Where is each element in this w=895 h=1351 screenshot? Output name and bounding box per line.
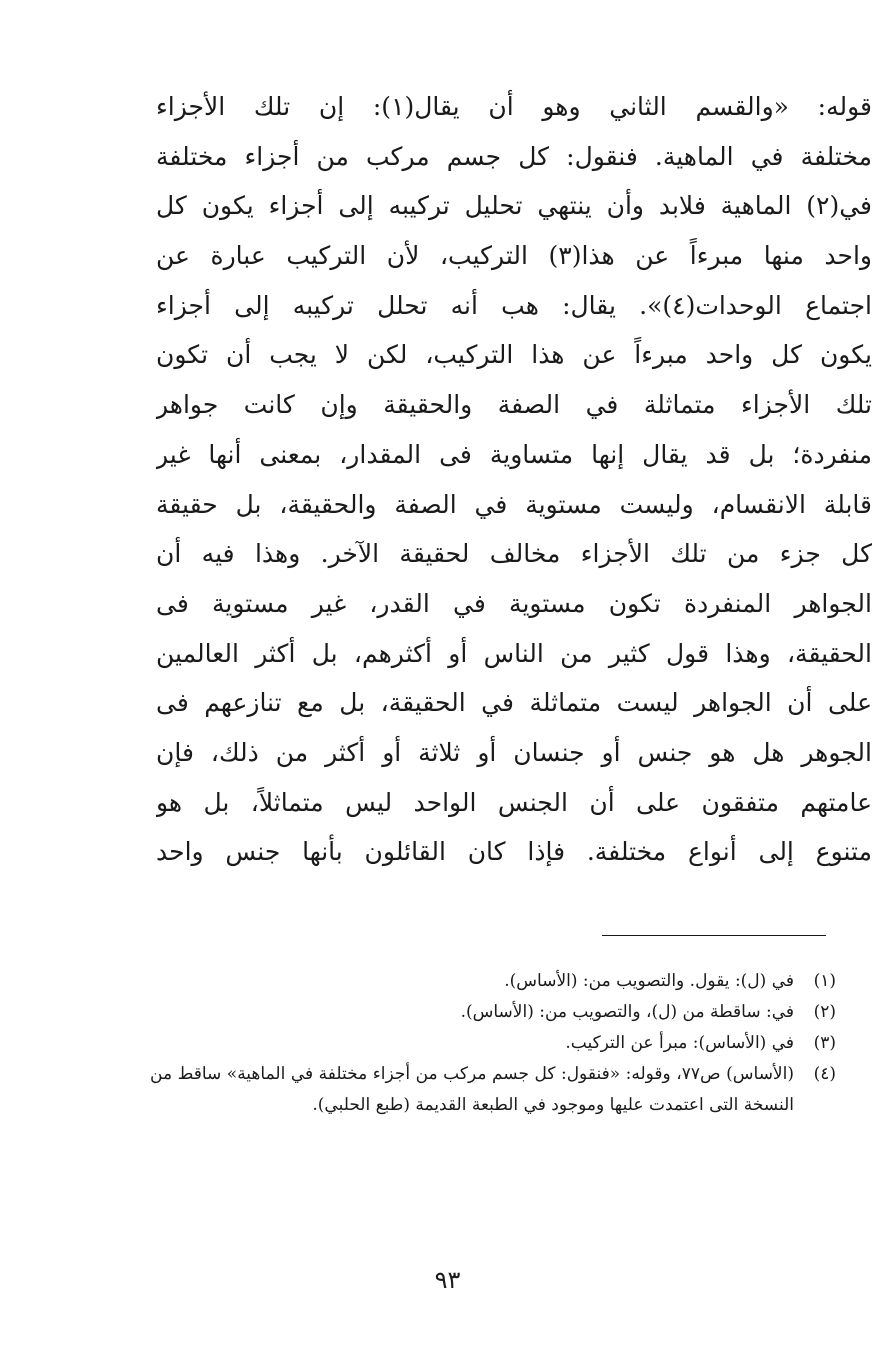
page-number: ٩٣ xyxy=(434,1266,461,1294)
text-line: مختلفة في الماهية. فنقول: كل جسم مركب من أجزاء مختلفة xyxy=(156,141,872,171)
footnotes xyxy=(150,966,836,1121)
body-text xyxy=(156,82,872,877)
text-line: تلك الأجزاء متماثلة في الصفة والحقيقة وإن كانت جواهر xyxy=(156,390,872,420)
text-line: الجواهر المنفردة تكون مستوية في القدر، غير مستوية فى xyxy=(156,588,872,618)
footnote xyxy=(150,997,836,1028)
text-line: متنوع إلى أنواع مختلفة. فإذا كان القائلون بأنها جنس واحد xyxy=(156,837,872,867)
footnote xyxy=(150,1059,836,1121)
text-line: في(٢) الماهية فلابد وأن ينتهي تحليل تركيبه إلى أجزاء يكون كل xyxy=(156,191,872,221)
text-line: قوله: «والقسم الثاني وهو أن يقال(١): إن تلك الأجزاء xyxy=(156,92,872,121)
text-line: كل جزء من تلك الأجزاء مخالف لحقيقة الآخر. وهذا فيه أن xyxy=(156,539,872,569)
text-line: على أن الجواهر ليست متماثلة في الحقيقة، بل مع تنازعهم فى xyxy=(156,688,872,718)
footnote-text: في (الأساس): مبرأ عن التركيب. xyxy=(565,1033,794,1053)
text-line: واحد منها مبرءاً عن هذا(٣) التركيب، لأن التركيب عبارة عن xyxy=(156,241,872,271)
footnote-number: (٢) xyxy=(813,1002,836,1022)
footnote xyxy=(150,966,836,997)
footnote-number: (٣) xyxy=(813,1033,836,1053)
text-line: الحقيقة، وهذا قول كثير من الناس أو أكثرهم، بل أكثر العالمين xyxy=(156,638,872,668)
footnote-text: في: ساقطة من (ل)، والتصويب من: (الأساس). xyxy=(460,1002,794,1022)
footnote-separator xyxy=(602,935,826,936)
footnote-text: في (ل): يقول. والتصويب من: (الأساس). xyxy=(504,971,794,991)
text-line: منفردة؛ بل قد يقال إنها متساوية فى المقدار، بمعنى أنها غير xyxy=(156,439,872,469)
footnote-text: (الأساس) ص٧٧، وقوله: «فنقول: كل جسم مركب من أجزاء مختلفة في الماهية» ساقط من النسخة التى اعتمدت عليها وموجود في الطبعة القديمة (طبع الحلبي). xyxy=(150,1064,794,1115)
footnote-number: (٤) xyxy=(813,1064,836,1084)
footnote xyxy=(150,1028,836,1059)
text-line: قابلة الانقسام، وليست مستوية في الصفة والحقيقة، بل حقيقة xyxy=(156,489,872,519)
footnote-number: (١) xyxy=(813,971,836,991)
text-line: اجتماع الوحدات(٤)». يقال: هب أنه تحلل تركيبه إلى أجزاء xyxy=(156,290,872,320)
text-line: الجوهر هل هو جنس أو جنسان أو ثلاثة أو أكثر من ذلك، فإن xyxy=(156,737,872,767)
text-line: يكون كل واحد مبرءاً عن هذا التركيب، لكن لا يجب أن تكون xyxy=(156,340,872,370)
text-line: عامتهم متفقون على أن الجنس الواحد ليس متماثلاً، بل هو xyxy=(156,787,872,817)
